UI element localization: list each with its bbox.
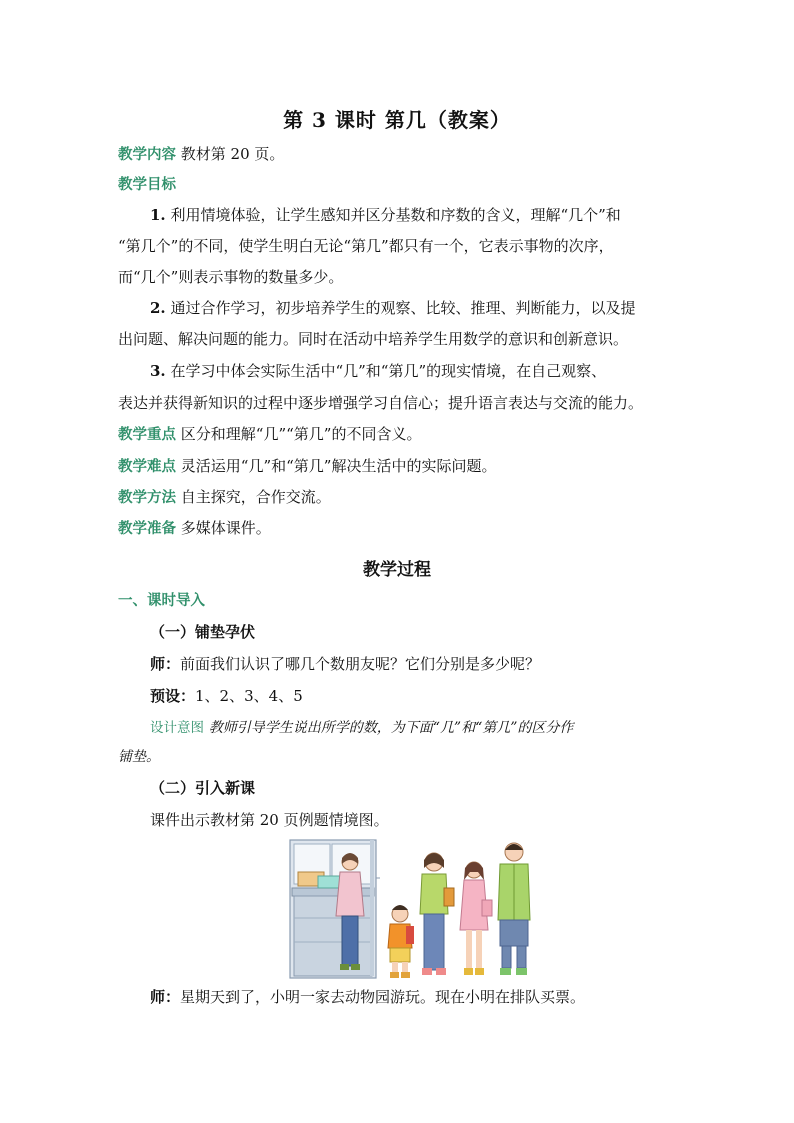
- teaching-goals-label-text: 教学目标: [118, 177, 176, 193]
- preset-text: 1、2、3、4、5: [195, 687, 303, 705]
- goal-1-number: 1.: [150, 206, 166, 224]
- teacher-question-2-text: 星期天到了，小明一家去动物园游玩。现在小明在排队买票。: [180, 988, 586, 1006]
- goal-3-number: 3.: [150, 362, 166, 380]
- goal-3-line-2: 表达并获得新知识的过程中逐步增强学习自信心；提升语言表达与交流的能力。: [118, 394, 644, 412]
- goal-2-line-2: 出问题、解决问题的能力。同时在活动中培养学生用数学的意识和创新意识。: [118, 330, 629, 348]
- difficulty-text: 灵活运用“几”和“第几”解决生活中的实际问题。: [180, 457, 497, 475]
- teacher-question-1: [150, 655, 540, 673]
- teacher-question-2: [150, 988, 585, 1006]
- section-1-heading: [118, 591, 205, 610]
- father-figure: [498, 843, 530, 975]
- difficulty-label: 教学难点: [118, 459, 176, 475]
- ticket-booth: [290, 840, 380, 978]
- key-point-text: 区分和理解“几”“第几”的不同含义。: [180, 425, 422, 443]
- teaching-content-row: [118, 145, 284, 164]
- design-intent-text-1: 教师引导学生说出所学的数，为下面“几”和“第几”的区分作: [208, 720, 574, 736]
- teaching-content-label: 教学内容: [118, 147, 176, 163]
- design-intent-line-1: [150, 718, 573, 737]
- courseware-line: 课件出示教材第 20 页例题情境图。: [150, 811, 389, 829]
- difficulty-row: [118, 457, 496, 476]
- queue-illustration: [288, 838, 540, 980]
- sub-2-heading: （二）引入新课: [150, 779, 256, 797]
- preparation-text: 多媒体课件。: [180, 519, 271, 537]
- sub-1-heading: （一）铺垫孕伏: [150, 623, 256, 641]
- teaching-content-text: 教材第 20 页。: [180, 145, 285, 163]
- goal-2-text-1: 通过合作学习，初步培养学生的观察、比较、推理、判断能力，以及提: [170, 299, 636, 317]
- design-intent-label: 设计意图: [150, 720, 204, 736]
- section-1-text: 一、课时导入: [118, 593, 205, 609]
- teacher-label-2: 师：: [150, 988, 181, 1006]
- goal-1-line-2: “第几个”的不同，使学生明白无论“第几”都只有一个，它表示事物的次序，: [118, 237, 614, 255]
- goal-3-text-1: 在学习中体会实际生活中“几”和“第几”的现实情境，在自己观察、: [170, 362, 607, 380]
- goal-1-line-3: 而“几个”则表示事物的数量多少。: [118, 268, 344, 286]
- preparation-row: [118, 519, 271, 538]
- goal-2-line-1: [150, 299, 635, 317]
- teacher-question-1-text: 前面我们认识了哪几个数朋友呢？它们分别是多少呢？: [180, 655, 541, 673]
- design-intent-line-2: 铺垫。: [118, 749, 160, 765]
- mother-figure: [420, 853, 454, 975]
- process-heading: 教学过程: [363, 560, 431, 580]
- method-row: [118, 488, 331, 507]
- preset-label: 预设：: [150, 687, 196, 705]
- goal-1-line-1: [150, 206, 621, 224]
- girl-figure: [460, 862, 492, 975]
- key-point-row: [118, 425, 421, 444]
- teacher-label-1: 师：: [150, 655, 181, 673]
- boy-figure: [388, 905, 414, 978]
- page-title: 第 3 课时 第几（教案）: [283, 108, 511, 132]
- preparation-label: 教学准备: [118, 521, 176, 537]
- teaching-goals-label: [118, 175, 176, 194]
- key-point-label: 教学重点: [118, 427, 176, 443]
- method-label: 教学方法: [118, 490, 176, 506]
- preset-row: [150, 687, 303, 705]
- method-text: 自主探究，合作交流。: [180, 488, 331, 506]
- goal-3-line-1: [150, 362, 606, 380]
- goal-1-text-1: 利用情境体验，让学生感知并区分基数和序数的含义，理解“几个”和: [170, 206, 621, 224]
- goal-2-number: 2.: [150, 299, 166, 317]
